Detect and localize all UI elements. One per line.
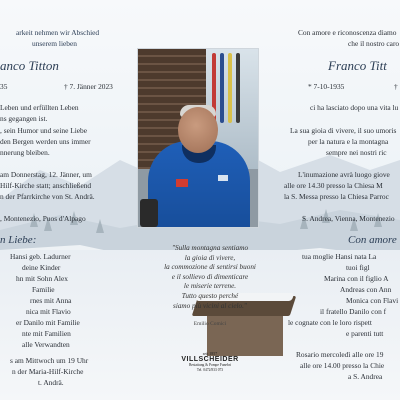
right-rosary-2: alle ore 14.00 presso la Chie	[300, 361, 385, 370]
right-text-4: sempre nei nostri ric	[326, 148, 387, 157]
left-family-7: er Danilo mit Familie	[16, 318, 80, 327]
left-section-heading: n Liebe:	[0, 234, 37, 246]
left-places: , Montenezio, Puos d'Alpago	[0, 214, 86, 223]
left-text-1: Leben und erfüllten Leben	[0, 103, 79, 112]
poem-line: la commozione di sentirsi buoni	[164, 263, 256, 272]
right-places: S. Andrea, Vienna, Montenezio	[302, 214, 395, 223]
right-family-7: le cognate con le loro rispett	[288, 318, 372, 327]
left-death: † 7. Jänner 2023	[64, 82, 113, 91]
right-birth: * 7-10-1935	[308, 82, 345, 91]
left-rosary-2: n der Maria-Hilf-Kirche	[12, 367, 84, 376]
right-section-heading: Con amore	[348, 234, 397, 246]
poem-line: siamo più vicini al cielo."	[173, 301, 247, 310]
left-family-6: nica mit Flavio	[26, 307, 71, 316]
right-text-3: per la natura e la montagna	[308, 137, 389, 146]
poem-line: le miserie terrene.	[183, 282, 237, 291]
left-family-1: Hansi geb. Ladurner	[10, 252, 71, 261]
right-deceased-name: Franco Titt	[328, 58, 387, 73]
right-funeral-1: L'inumazione avrà luogo giove	[298, 170, 390, 179]
left-text-4: den Bergen werden uns immer	[0, 137, 91, 146]
left-text-5: nnerung bleiben.	[0, 148, 50, 157]
left-intro-1: arkeit nehmen wir Abschied	[16, 28, 100, 37]
left-family-8: nte mit Familien	[22, 329, 71, 338]
poem-author: Emilio Comici	[193, 321, 227, 327]
left-family-5: rnes mit Anna	[30, 296, 72, 305]
poem-line: "Sulla montagna sentiamo	[171, 244, 249, 252]
left-funeral-1: am Donnerstag, 12. Jänner, um	[0, 170, 92, 179]
poem	[140, 244, 280, 311]
left-text-2: ns gegangen ist.	[0, 114, 48, 123]
right-intro-2: che il nostro caro	[348, 39, 400, 48]
left-funeral-2: Hilf-Kirche statt; anschließend	[0, 181, 92, 190]
logo-brand: VILLSCHEIDER	[181, 356, 239, 363]
right-text-1: ci ha lasciato dopo una vita lu	[310, 103, 399, 112]
left-intro-2: unserem lieben	[32, 39, 77, 48]
right-family-1: tua moglie Hansi nata La	[302, 252, 377, 261]
logo-subtitle: Bestattung & Pompe Funebri	[188, 363, 232, 367]
left-family-3: hn mit Sohn Alex	[16, 274, 68, 283]
right-intro-1: Con amore e riconoscenza diamo	[298, 28, 397, 37]
right-rosary-3: a S. Andrea	[348, 372, 383, 381]
left-birth: 35	[0, 82, 8, 91]
right-family-3: Marina con il figlio A	[324, 274, 389, 283]
right-funeral-2: alle ore 14.30 presso la Chiesa M	[284, 181, 383, 190]
poem-line: Tutto questo perché	[181, 291, 239, 300]
logo-since: seit 1857	[202, 351, 218, 356]
left-funeral-3: n der Pfarrkirche von St. Andrä.	[0, 192, 95, 201]
portrait-photo	[137, 48, 259, 228]
funeral-home-logo	[150, 351, 270, 372]
left-rosary-3: t. Andrä.	[38, 378, 64, 387]
left-deceased-name: anco Titton	[0, 58, 59, 73]
right-death: †	[394, 82, 398, 91]
right-funeral-3: la S. Messa presso la Chiesa Parroc	[284, 192, 389, 201]
left-family-2: deine Kinder	[22, 263, 61, 272]
right-rosary-1: Rosario mercoledì alle ore 19	[296, 350, 384, 359]
poem-line: e il sollievo di dimenticare	[171, 272, 249, 281]
left-rosary-1: s am Mittwoch um 19 Uhr	[10, 356, 89, 365]
left-family-4: Familie	[32, 285, 55, 294]
right-family-8: e parenti tutt	[346, 329, 384, 338]
right-family-2: tuoi figl	[346, 263, 370, 272]
right-text-2: La sua gioia di vivere, il suo umoris	[290, 126, 397, 135]
right-family-5: Monica con Flavi	[346, 296, 399, 305]
left-text-3: , sein Humor und seine Liebe	[0, 126, 88, 135]
right-family-6: il fratello Danilo con f	[320, 307, 387, 316]
left-family-9: alle Verwandten	[22, 340, 70, 349]
logo-phone: Tel. 0472/833 073	[196, 367, 224, 372]
poem-line: la gioia di vivere,	[184, 253, 236, 262]
right-family-4: Andreas con Ann	[340, 285, 392, 294]
